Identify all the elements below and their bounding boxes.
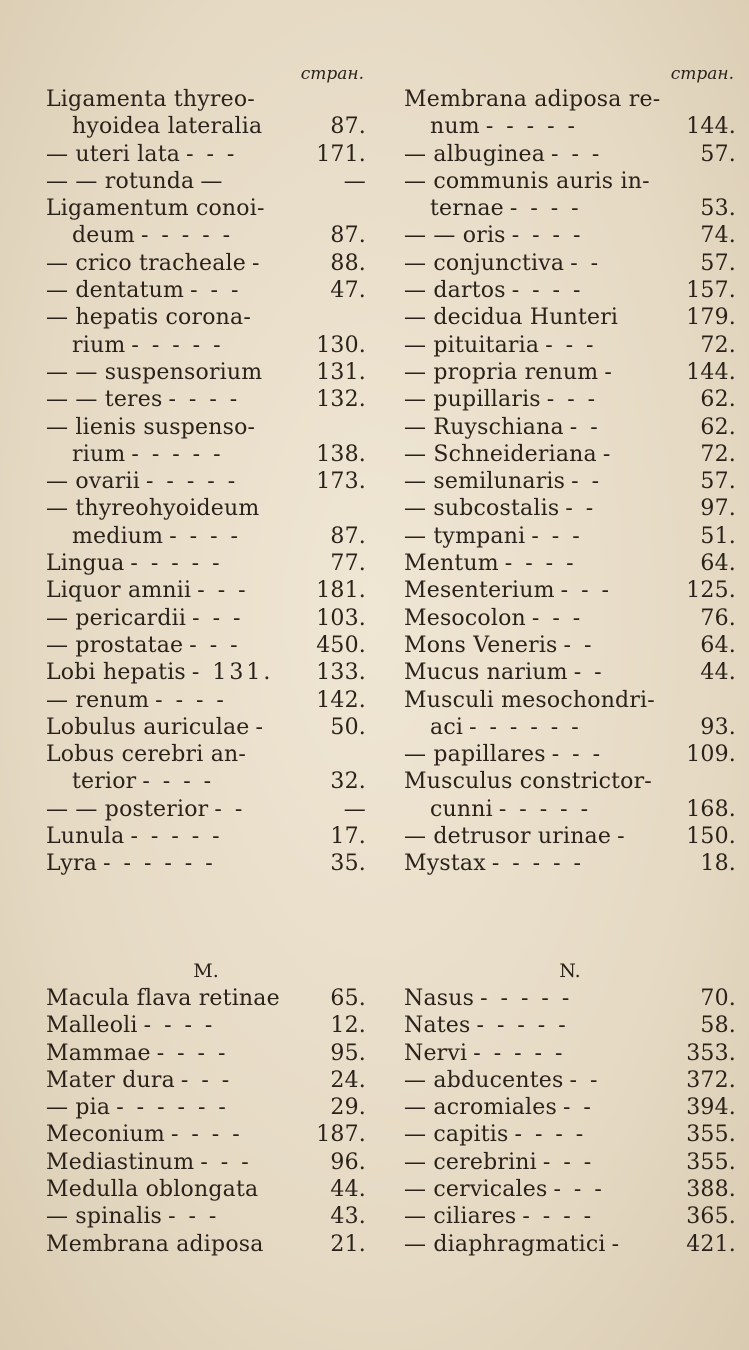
index-entry xyxy=(46,550,366,577)
entry-leader: - - - xyxy=(560,578,612,604)
index-entry xyxy=(46,1067,366,1094)
entry-term: medium xyxy=(72,523,164,549)
entry-leader: - - - - - xyxy=(145,469,239,495)
entry-page-number: 76. xyxy=(700,605,736,631)
index-entry xyxy=(404,850,736,877)
entry-term: Musculi mesochondri- xyxy=(404,687,655,713)
entry-term: — crico tracheale xyxy=(46,250,246,276)
entry-leader: - - xyxy=(570,250,602,276)
entry-leader: - - xyxy=(563,632,595,658)
index-entry xyxy=(404,768,736,795)
entry-term: — conjunctiva xyxy=(404,250,565,276)
index-entry xyxy=(404,359,736,386)
index-entry xyxy=(46,577,366,604)
index-entry xyxy=(46,1094,366,1121)
entry-term: Medulla oblongata xyxy=(46,1177,259,1203)
entry-leader: - - xyxy=(571,469,603,495)
entry-term: — hepatis corona- xyxy=(46,305,251,331)
index-entry xyxy=(404,495,736,522)
entry-leader: - - - xyxy=(180,1067,233,1093)
entry-leader: - - - - xyxy=(169,523,241,549)
entry-term: Membrana adiposa xyxy=(46,1231,264,1257)
entry-page-number: 57. xyxy=(700,141,736,167)
entry-leader: - - - - xyxy=(514,1122,587,1148)
index-entry xyxy=(404,1176,736,1203)
index-entry xyxy=(46,1176,366,1203)
entry-term: — Ruyschiana xyxy=(404,414,564,440)
entry-page-number: 64. xyxy=(700,632,736,658)
entry-page-number: 17. xyxy=(330,824,366,850)
entry-term: Ligamentum conoi- xyxy=(46,196,265,222)
entry-page-number: 44. xyxy=(700,660,736,686)
entry-leader: - - - - xyxy=(522,1204,595,1230)
entry-leader: - - - - - xyxy=(498,796,592,822)
entry-leader: - - - - - xyxy=(485,114,578,140)
entry-term: — tympani xyxy=(404,523,526,549)
entry-leader: - - - - - xyxy=(140,223,234,249)
entry-leader: - - - xyxy=(168,1204,220,1230)
index-entry xyxy=(46,441,366,468)
index-entry xyxy=(404,195,736,222)
entry-page-number: 138. xyxy=(316,441,366,467)
entry-page-number: 87. xyxy=(330,523,366,549)
entry-term: — renum xyxy=(46,687,150,713)
index-entry xyxy=(46,850,366,877)
entry-term: — — oris xyxy=(404,223,506,249)
index-entry xyxy=(404,823,736,850)
entry-term: — dartos xyxy=(404,278,506,304)
entry-page-number: 97. xyxy=(700,496,736,522)
entry-page-number: 12. xyxy=(330,1013,366,1039)
entry-leader: - xyxy=(604,359,615,385)
entry-term: — Schneideriana xyxy=(404,441,597,467)
entry-term: — pupillaris xyxy=(404,387,541,413)
entry-term: Mesenterium xyxy=(404,578,555,604)
index-entry xyxy=(46,168,366,195)
entry-leader: - - - - - - xyxy=(103,851,216,877)
entry-leader: - - - xyxy=(546,387,599,413)
entry-page-number: 58. xyxy=(700,1013,736,1039)
entry-leader: - - - xyxy=(189,632,241,658)
entry-page-number: 29. xyxy=(330,1095,366,1121)
entry-page-number: 372. xyxy=(686,1067,736,1093)
entry-page-number: 57. xyxy=(700,250,736,276)
entry-page-number: 179. xyxy=(686,305,736,331)
index-entry xyxy=(46,195,366,222)
index-entry xyxy=(404,441,736,468)
entry-leader: - - - xyxy=(531,605,584,631)
entry-leader: - - - - xyxy=(143,1013,216,1039)
entry-page-number: 62. xyxy=(700,387,736,413)
entry-page-number: 72. xyxy=(700,441,736,467)
entry-leader: - xyxy=(617,824,628,850)
entry-page-number: 450. xyxy=(316,632,366,658)
entry-leader: - - - - xyxy=(504,551,577,577)
entry-term: — cerebrini xyxy=(404,1149,537,1175)
index-entry xyxy=(46,768,366,795)
entry-leader: - - - - - - xyxy=(116,1095,229,1121)
entry-page-number: 74. xyxy=(700,223,736,249)
entry-term: Lobus cerebri an- xyxy=(46,742,247,768)
entry-term: — abducentes xyxy=(404,1067,564,1093)
entry-leader: - - - xyxy=(551,742,604,768)
entry-leader: - - xyxy=(565,496,597,522)
entry-page-number: 355. xyxy=(686,1149,736,1175)
entry-page-number: 187. xyxy=(316,1122,366,1148)
entry-page-number: 18. xyxy=(700,851,736,877)
index-entry xyxy=(404,605,736,632)
entry-page-number: 103. xyxy=(316,605,366,631)
entry-page-number: 168. xyxy=(686,796,736,822)
entry-page-number: — xyxy=(343,168,366,194)
entry-term: Mediastinum xyxy=(46,1149,195,1175)
entry-leader: - - xyxy=(569,414,601,440)
entry-leader: - - - - xyxy=(156,1040,229,1066)
entry-page-number: 130. xyxy=(316,332,366,358)
entry-leader: - - - - - xyxy=(131,441,224,467)
index-entry xyxy=(46,1121,366,1148)
index-entry xyxy=(46,714,366,741)
entry-leader: - - - xyxy=(200,1149,252,1175)
entry-term: — lienis suspenso- xyxy=(46,414,256,440)
entry-term: Nervi xyxy=(404,1040,468,1066)
entry-leader: - - - - - - xyxy=(469,714,582,740)
entry-leader: - - - xyxy=(545,332,597,358)
index-entry xyxy=(404,1203,736,1230)
index-entry xyxy=(46,1040,366,1067)
entry-term: — ciliares xyxy=(404,1204,517,1230)
entry-leader: - - - xyxy=(186,141,238,167)
index-entry xyxy=(404,304,736,331)
entry-term: Mons Veneris xyxy=(404,632,558,658)
index-entry xyxy=(404,796,736,823)
entry-term: — — posterior xyxy=(46,796,209,822)
entry-term: Nates xyxy=(404,1013,471,1039)
entry-term: — propria renum xyxy=(404,359,599,385)
index-entry xyxy=(404,386,736,413)
entry-page-number: 421. xyxy=(686,1231,736,1257)
entry-page-number: 353. xyxy=(686,1040,736,1066)
index-entry xyxy=(404,113,736,140)
entry-page-number: 144. xyxy=(686,114,736,140)
entry-page-number: 87. xyxy=(330,223,366,249)
entry-term: — — suspensorium xyxy=(46,359,263,385)
index-entry xyxy=(46,605,366,632)
index-entry xyxy=(404,632,736,659)
entry-page-number: 109. xyxy=(686,742,736,768)
entry-page-number: 157. xyxy=(686,278,736,304)
entry-term: Mentum xyxy=(404,551,499,577)
entry-term: hyoidea lateralia xyxy=(72,114,263,140)
index-entry xyxy=(46,1203,366,1230)
entry-page-number: 57. xyxy=(700,469,736,495)
index-entry xyxy=(46,414,366,441)
entry-term: — pia xyxy=(46,1095,111,1121)
index-entry xyxy=(46,359,366,386)
entry-page-number: 144. xyxy=(686,359,736,385)
index-entry xyxy=(404,577,736,604)
entry-page-number: 70. xyxy=(700,986,736,1011)
entry-page-number: 142. xyxy=(316,687,366,713)
entry-leader: - - xyxy=(214,796,246,822)
entry-term: Membrana adiposa re- xyxy=(404,87,661,112)
column-header-right: стран. xyxy=(670,64,734,84)
index-entry xyxy=(46,1012,366,1039)
entry-page-number: 365. xyxy=(686,1204,736,1230)
entry-leader: - - - - - xyxy=(491,851,584,877)
entry-term: terior xyxy=(72,769,137,795)
entry-term: — prostatae xyxy=(46,632,184,658)
entry-term: — detrusor urinae xyxy=(404,824,612,850)
index-entry xyxy=(404,1067,736,1094)
entry-leader: - - - xyxy=(531,523,583,549)
entry-term: Lunula xyxy=(46,824,125,850)
entry-term: Musculus constrictor- xyxy=(404,769,652,795)
entry-page-number: 93. xyxy=(700,714,736,740)
entry-page-number: 125. xyxy=(686,578,736,604)
entry-term: — pituitaria xyxy=(404,332,540,358)
entry-term: — — rotunda xyxy=(46,168,195,194)
index-entry xyxy=(404,1121,736,1148)
entry-leader: - - - xyxy=(553,1177,605,1203)
entry-term: Mesocolon xyxy=(404,605,526,631)
index-entry xyxy=(404,1149,736,1176)
index-entry xyxy=(46,687,366,714)
entry-term: Mater dura xyxy=(46,1067,175,1093)
entry-leader: - - xyxy=(573,660,605,686)
entry-term: — ovarii xyxy=(46,469,140,495)
entry-term: — thyreohyoideum xyxy=(46,496,260,522)
index-entry xyxy=(46,277,366,304)
entry-term: — — teres xyxy=(46,387,163,413)
section-letter-m: M. xyxy=(193,960,219,982)
entry-leader: - xyxy=(602,441,614,467)
entry-page-number: 44. xyxy=(330,1177,366,1203)
entry-leader: - - - xyxy=(197,578,249,604)
index-entry xyxy=(46,523,366,550)
entry-leader: - - - - xyxy=(511,223,584,249)
entry-term: Lobi hepatis xyxy=(46,660,186,686)
index-entry xyxy=(404,523,736,550)
index-entry xyxy=(46,468,366,495)
entry-leader: - - - - - xyxy=(480,986,573,1011)
right-column xyxy=(404,62,736,878)
entry-leader: - - - xyxy=(551,141,603,167)
entry-term: Liquor amnii xyxy=(46,578,192,604)
entry-term: — subcostalis xyxy=(404,496,560,522)
section-letter-n: N. xyxy=(559,960,581,982)
entry-term: Malleoli xyxy=(46,1013,138,1039)
entry-page-number: — xyxy=(343,796,366,822)
index-entry xyxy=(46,86,366,113)
entry-page-number: 96. xyxy=(330,1149,366,1175)
index-entry xyxy=(404,741,736,768)
index-entry xyxy=(46,632,366,659)
index-entry xyxy=(46,141,366,168)
entry-page-number: 35. xyxy=(330,851,366,877)
entry-page-number: 50. xyxy=(330,714,366,740)
entry-term: Mammae xyxy=(46,1040,151,1066)
section-n xyxy=(404,957,736,1258)
entry-page-number: 131. xyxy=(316,359,366,385)
entry-term: — spinalis xyxy=(46,1204,163,1230)
entry-leader: - - - xyxy=(542,1149,595,1175)
left-column xyxy=(46,62,366,878)
index-entry xyxy=(46,985,366,1012)
entry-leader: - - - - xyxy=(155,687,227,713)
entry-page-number: 394. xyxy=(686,1095,736,1121)
entry-leader: - - - xyxy=(190,278,242,304)
index-entry xyxy=(404,414,736,441)
entry-term: — pericardii xyxy=(46,605,187,631)
entry-page-number: 132. xyxy=(316,387,366,413)
entry-term: — cervicales xyxy=(404,1177,548,1203)
index-entry xyxy=(46,495,366,522)
entry-term: deum xyxy=(72,223,135,249)
entry-leader: - - - - - xyxy=(473,1040,566,1066)
entry-term: — decidua Hunteri xyxy=(404,305,619,331)
entry-leader: - - xyxy=(562,1095,594,1121)
entry-page-number: 88. xyxy=(330,250,366,276)
entry-term: Mystax xyxy=(404,851,486,877)
entry-page-number: 173. xyxy=(316,469,366,495)
entry-page-number: 43. xyxy=(330,1204,366,1230)
entry-leader: - - - - xyxy=(509,196,582,222)
index-entry xyxy=(46,250,366,277)
entry-term: — acromiales xyxy=(404,1095,557,1121)
entry-page-number: 181. xyxy=(316,578,366,604)
index-entry xyxy=(46,1149,366,1176)
entry-term: Lobulus auriculae xyxy=(46,714,250,740)
index-entry xyxy=(46,1231,366,1258)
index-entry xyxy=(404,250,736,277)
index-entry xyxy=(404,86,736,113)
entry-leader: - xyxy=(255,714,266,740)
entry-term: Mucus narium xyxy=(404,660,568,686)
entry-term: Nasus xyxy=(404,986,475,1011)
entry-term: — dentatum xyxy=(46,278,185,304)
index-entry xyxy=(404,1231,736,1258)
index-entry xyxy=(404,985,736,1012)
index-entry xyxy=(404,1040,736,1067)
entry-term: Macula flava retinae xyxy=(46,986,280,1011)
index-entry xyxy=(404,168,736,195)
entry-leader: - - - - - xyxy=(130,824,223,850)
entry-term: Lyra xyxy=(46,851,98,877)
entry-page-number: 53. xyxy=(700,196,736,222)
index-entry xyxy=(46,823,366,850)
entry-leader: — xyxy=(200,168,226,194)
entry-term: — albuginea xyxy=(404,141,546,167)
entry-page-number: 77. xyxy=(330,551,366,577)
entry-leader: - - xyxy=(569,1067,601,1093)
entry-term: ternae xyxy=(430,196,504,222)
index-entry xyxy=(404,687,736,714)
entry-term: Meconium xyxy=(46,1122,165,1148)
entry-page-number: 51. xyxy=(700,523,736,549)
index-entry xyxy=(404,550,736,577)
entry-term: aci xyxy=(430,714,464,740)
index-entry xyxy=(46,332,366,359)
index-entry xyxy=(404,468,736,495)
entry-leader: - - - - xyxy=(142,769,215,795)
entry-page-number: 355. xyxy=(686,1122,736,1148)
entry-leader: - - - - - xyxy=(130,551,223,577)
entry-leader: - - - xyxy=(192,605,244,631)
entry-leader: - xyxy=(251,250,263,276)
entry-term: — uteri lata xyxy=(46,141,181,167)
entry-term: — capitis xyxy=(404,1122,509,1148)
index-entry xyxy=(404,141,736,168)
index-entry xyxy=(404,714,736,741)
entry-page-number: 150. xyxy=(686,824,736,850)
index-entry xyxy=(46,659,366,686)
index-entry xyxy=(46,222,366,249)
index-entry xyxy=(46,113,366,140)
entry-page-number: 133. xyxy=(316,660,366,686)
entry-leader: - 131. xyxy=(191,660,274,686)
entry-term: — communis auris in- xyxy=(404,168,650,194)
index-entry xyxy=(46,386,366,413)
entry-leader: - - - - xyxy=(170,1122,243,1148)
entry-page-number: 64. xyxy=(700,551,736,577)
entry-page-number: 32. xyxy=(330,769,366,795)
index-entry xyxy=(404,332,736,359)
entry-leader: - - - - xyxy=(511,278,584,304)
entry-page-number: 72. xyxy=(700,332,736,358)
entry-term: rium xyxy=(72,441,126,467)
entry-term: — semilunaris xyxy=(404,469,566,495)
index-entry xyxy=(404,659,736,686)
entry-page-number: 388. xyxy=(686,1177,736,1203)
entry-page-number: 62. xyxy=(700,414,736,440)
entry-page-number: 95. xyxy=(330,1040,366,1066)
entry-page-number: 87. xyxy=(330,114,366,140)
entry-page-number: 171. xyxy=(316,141,366,167)
entry-leader: - - - - - xyxy=(476,1013,569,1039)
entry-leader: - xyxy=(611,1231,623,1257)
entry-term: — papillares xyxy=(404,742,546,768)
entry-page-number: 65. xyxy=(330,986,366,1011)
entry-page-number: 47. xyxy=(330,278,366,304)
entry-term: Ligamenta thyreo- xyxy=(46,87,255,112)
entry-term: — diaphragmatici xyxy=(404,1231,606,1257)
entry-term: cunni xyxy=(430,796,493,822)
entry-leader: - - - - xyxy=(168,387,241,413)
index-entry xyxy=(404,277,736,304)
entry-term: rium xyxy=(72,332,126,358)
index-entry xyxy=(404,1012,736,1039)
entry-term: num xyxy=(430,114,480,140)
entry-page-number: 24. xyxy=(330,1067,366,1093)
index-entry xyxy=(46,741,366,768)
column-header-left: стран. xyxy=(300,64,364,84)
index-entry xyxy=(46,796,366,823)
entry-term: Lingua xyxy=(46,551,125,577)
index-entry xyxy=(46,304,366,331)
entry-leader: - - - - - xyxy=(131,332,224,358)
index-entry xyxy=(404,1094,736,1121)
entry-page-number: 21. xyxy=(330,1231,366,1257)
section-m xyxy=(46,957,366,1258)
index-entry xyxy=(404,222,736,249)
